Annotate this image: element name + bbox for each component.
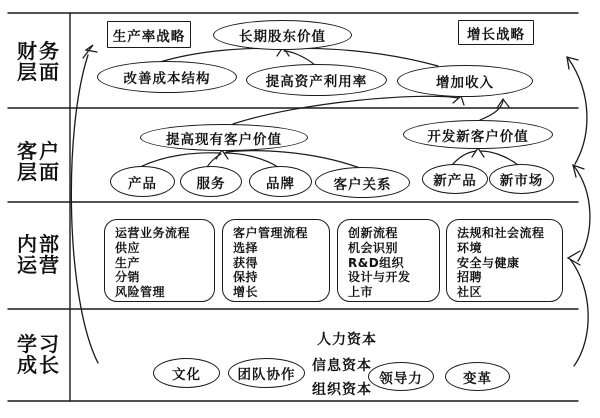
arrowhead-right-bottom <box>568 251 580 265</box>
node-customer-relationship: 客户关系 <box>315 167 410 198</box>
perspective-customer-line2: 层面 <box>17 160 61 184</box>
process-item: 安全与健康 <box>457 255 520 270</box>
process-item: 增长 <box>233 285 259 300</box>
node-develop-new-customer-value: 开发新客户价值 <box>403 120 553 149</box>
node-new-market: 新市场 <box>489 164 554 194</box>
perspective-financial-line2: 层面 <box>17 60 61 84</box>
process-item: 供应 <box>115 240 141 255</box>
node-increase-revenue: 增加收入 <box>397 65 533 97</box>
process-box-title: 运营业务流程 <box>115 226 191 240</box>
process-item: 选择 <box>233 240 259 255</box>
node-change: 变革 <box>445 362 510 391</box>
perspective-learning-line1: 学习 <box>17 332 61 356</box>
process-item: 社区 <box>457 285 483 300</box>
right-flow-arrows <box>567 57 590 366</box>
node-long-term-shareholder-value: 长期股东价值 <box>213 20 352 50</box>
perspective-learning-line2: 成长 <box>17 353 61 377</box>
existing-customer-converge-arrows <box>140 150 360 168</box>
node-growth-strategy: 增长战略 <box>458 20 534 45</box>
process-box-title: 法规和社会流程 <box>457 226 545 240</box>
left-flow-arrow <box>71 45 98 363</box>
node-product: 产品 <box>110 166 175 197</box>
process-item: 设计与开发 <box>348 270 411 285</box>
node-brand: 品牌 <box>249 166 312 197</box>
process-item: 生产 <box>115 255 141 270</box>
arrowhead-new-customer <box>472 148 484 157</box>
node-new-product: 新产品 <box>422 164 488 194</box>
perspective-internal-line2: 运营 <box>17 253 61 277</box>
process-item: 获得 <box>233 255 259 270</box>
node-teamwork: 团队协作 <box>228 358 305 388</box>
node-culture: 文化 <box>153 358 220 388</box>
process-item: 上市 <box>348 285 374 300</box>
arrowhead-revenue-right <box>497 99 509 108</box>
perspective-internal <box>8 234 70 276</box>
process-box-regulatory-social <box>446 219 563 302</box>
process-item: 风险管理 <box>115 285 166 300</box>
process-item: 环境 <box>457 240 483 255</box>
process-item: 分销 <box>115 270 141 285</box>
arrowhead-left-flow <box>83 45 97 58</box>
node-enhance-existing-customer-value: 提高现有客户价值 <box>140 124 308 151</box>
perspective-customer-line1: 客户 <box>17 139 61 163</box>
perspective-customer <box>8 141 70 183</box>
process-item: 保持 <box>233 270 259 285</box>
perspective-internal-line1: 内部 <box>17 232 61 256</box>
perspective-learning <box>8 334 70 376</box>
process-item: 机会识别 <box>348 240 399 255</box>
node-productivity-strategy: 生产率战略 <box>107 21 191 48</box>
process-box-operations <box>104 219 215 302</box>
node-service: 服务 <box>180 166 242 197</box>
process-box-title: 客户管理流程 <box>233 226 309 240</box>
process-box-customer-management <box>222 219 330 302</box>
process-box-title: 创新流程 <box>348 226 399 240</box>
node-increase-asset-utilization: 提高资产利用率 <box>246 64 387 96</box>
process-item: 招聘 <box>457 270 483 285</box>
capital-human: 人力资本 <box>317 332 377 348</box>
node-leadership: 领导力 <box>368 362 434 391</box>
capital-information: 信息资本 <box>312 358 372 374</box>
perspective-financial <box>8 41 70 83</box>
node-improve-cost-structure: 改善成本结构 <box>97 61 237 93</box>
arrowhead-existing-customer <box>216 150 228 159</box>
process-item: R&D组织 <box>348 255 405 270</box>
process-box-innovation <box>337 219 440 302</box>
new-customer-converge-arrows <box>452 148 518 165</box>
capital-organization: 组织资本 <box>312 382 372 398</box>
perspective-financial-line1: 财务 <box>17 39 61 63</box>
